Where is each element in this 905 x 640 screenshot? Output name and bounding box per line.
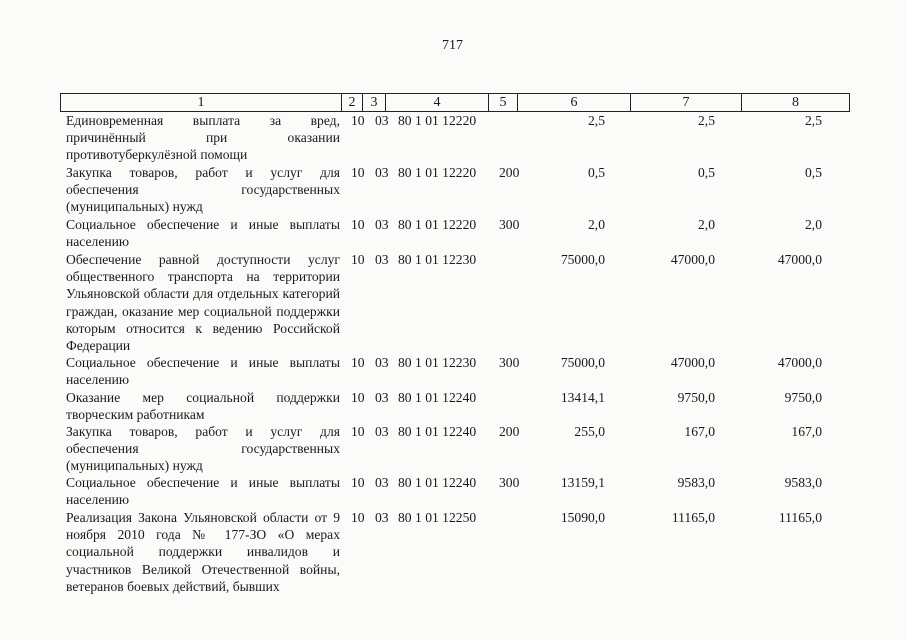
row-value-year-3: 9750,0: [784, 390, 822, 405]
column-header-target-article: 4: [386, 94, 489, 112]
row-name: Реализация Закона Ульяновской области от 9 ноября 2010 года № 177-ЗО «О мерах социальной поддержки инвалидов и участников Великой Отечественной войны, ветеранов боевых действий, бывших: [66, 510, 340, 594]
row-value-year-2: 0,5: [698, 165, 715, 180]
row-value-year-1: 2,0: [588, 217, 605, 232]
row-name: Оказание мер социальной поддержки творческим работникам: [66, 390, 340, 423]
row-value-year-1: 255,0: [574, 424, 605, 439]
row-section: 10: [351, 355, 365, 370]
row-value-year-3: 11165,0: [778, 510, 822, 525]
row-name: Закупка товаров, работ и услуг для обеспечения государственных (муниципальных) нужд: [66, 165, 340, 215]
row-target-article: 80 1 01 12220: [398, 113, 477, 128]
row-value-year-3: 2,5: [805, 113, 822, 128]
row-target-article: 80 1 01 12230: [398, 252, 477, 267]
row-target-article: 80 1 01 12220: [398, 165, 477, 180]
column-header-year-1: 6: [518, 94, 631, 112]
row-expense-type: 300: [499, 355, 520, 370]
row-target-article: 80 1 01 12250: [398, 510, 477, 525]
row-expense-type: 200: [499, 424, 520, 439]
column-header-expense-type: 5: [489, 94, 518, 112]
row-value-year-1: 75000,0: [560, 252, 605, 267]
row-expense-type: 300: [499, 217, 520, 232]
row-value-year-2: 47000,0: [670, 252, 715, 267]
row-target-article: 80 1 01 12240: [398, 475, 477, 490]
row-value-year-1: 13414,1: [560, 390, 605, 405]
row-name: Единовременная выплата за вред, причинённый при оказании противотуберкулёзной помощи: [66, 113, 340, 163]
row-section: 10: [351, 165, 365, 180]
row-section: 10: [351, 217, 365, 232]
row-value-year-2: 9583,0: [677, 475, 715, 490]
column-header-year-3: 8: [742, 94, 850, 112]
row-subsection: 03: [375, 355, 389, 370]
row-subsection: 03: [375, 113, 389, 128]
row-section: 10: [351, 252, 365, 267]
row-name: Социальное обеспечение и иные выплаты населению: [66, 217, 340, 250]
row-section: 10: [351, 475, 365, 490]
row-value-year-2: 47000,0: [670, 355, 715, 370]
row-subsection: 03: [375, 510, 389, 525]
row-value-year-2: 11165,0: [671, 510, 715, 525]
row-name: Обеспечение равной доступности услуг общественного транспорта на территории Ульяновской области для отдельных категорий граждан, оказание мер социальной поддержки которым относится к ведению Российской Федерации: [66, 252, 340, 354]
row-value-year-1: 75000,0: [560, 355, 605, 370]
row-value-year-1: 2,5: [588, 113, 605, 128]
row-value-year-3: 47000,0: [777, 252, 822, 267]
row-name: Закупка товаров, работ и услуг для обеспечения государственных (муниципальных) нужд: [66, 424, 340, 474]
row-expense-type: 300: [499, 475, 520, 490]
row-value-year-3: 167,0: [791, 424, 822, 439]
row-value-year-1: 13159,1: [560, 475, 605, 490]
row-name: Социальное обеспечение и иные выплаты населению: [66, 355, 340, 388]
row-value-year-2: 167,0: [684, 424, 715, 439]
row-value-year-1: 15090,0: [560, 510, 605, 525]
row-section: 10: [351, 510, 365, 525]
row-subsection: 03: [375, 424, 389, 439]
column-header-row: [61, 94, 850, 112]
row-section: 10: [351, 390, 365, 405]
row-value-year-3: 47000,0: [777, 355, 822, 370]
row-value-year-3: 2,0: [805, 217, 822, 232]
column-header-year-2: 7: [631, 94, 742, 112]
row-subsection: 03: [375, 217, 389, 232]
row-target-article: 80 1 01 12220: [398, 217, 477, 232]
row-subsection: 03: [375, 165, 389, 180]
column-header-subsection: 3: [363, 94, 386, 112]
row-target-article: 80 1 01 12230: [398, 355, 477, 370]
row-section: 10: [351, 424, 365, 439]
column-header-name: 1: [61, 94, 342, 112]
row-value-year-2: 2,0: [698, 217, 715, 232]
row-target-article: 80 1 01 12240: [398, 424, 477, 439]
row-value-year-3: 9583,0: [784, 475, 822, 490]
row-subsection: 03: [375, 390, 389, 405]
row-value-year-3: 0,5: [805, 165, 822, 180]
row-subsection: 03: [375, 475, 389, 490]
row-value-year-1: 0,5: [588, 165, 605, 180]
row-subsection: 03: [375, 252, 389, 267]
row-name: Социальное обеспечение и иные выплаты населению: [66, 475, 340, 508]
row-section: 10: [351, 113, 365, 128]
row-target-article: 80 1 01 12240: [398, 390, 477, 405]
column-header-section: 2: [342, 94, 363, 112]
row-value-year-2: 9750,0: [677, 390, 715, 405]
row-value-year-2: 2,5: [698, 113, 715, 128]
column-header-table: [60, 93, 850, 112]
page-number: 717: [442, 38, 463, 53]
row-expense-type: 200: [499, 165, 520, 180]
